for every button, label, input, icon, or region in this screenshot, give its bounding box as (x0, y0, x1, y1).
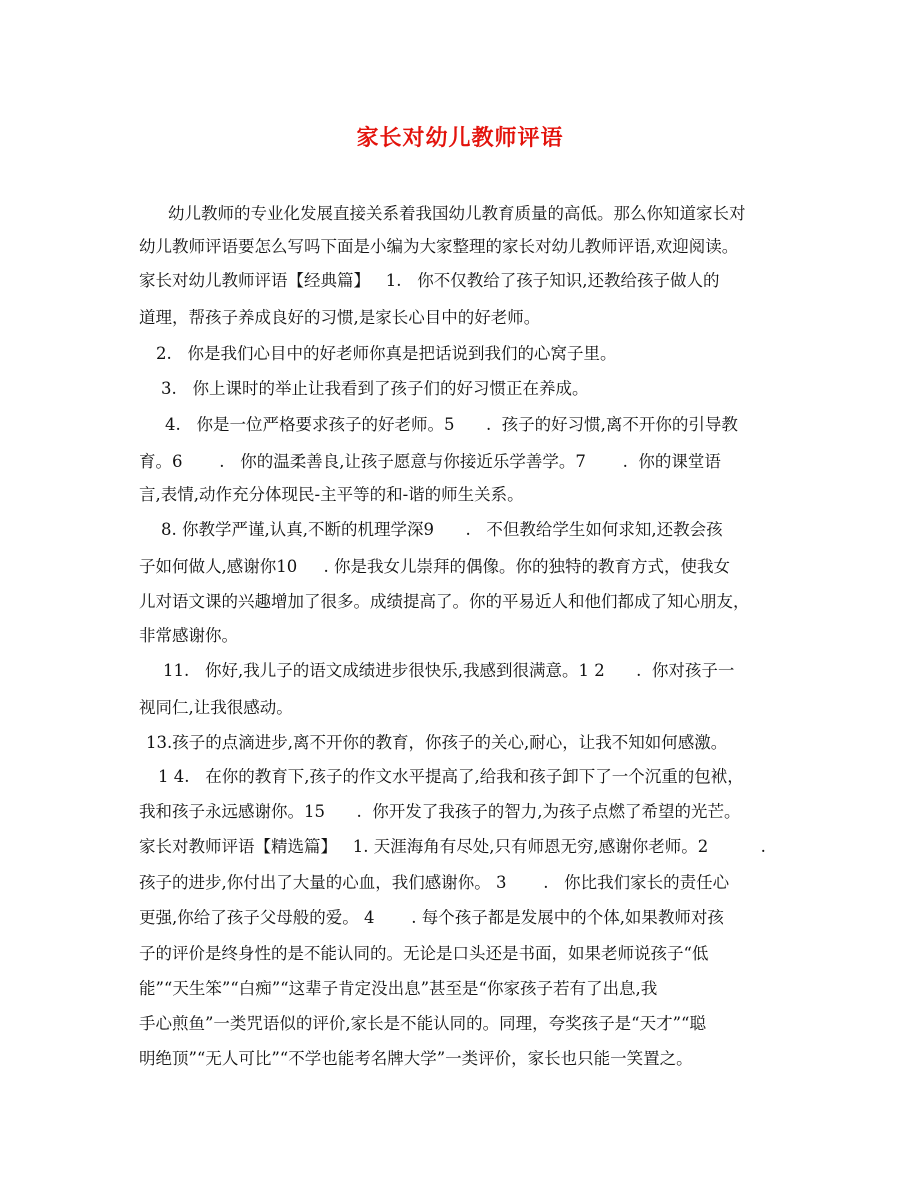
text-line: 4. 你是一位严格要求孩子的好老师。5 . 孩子的好习惯,离不开你的引导教 (165, 415, 738, 434)
text-line: 家长对幼儿教师评语【经典篇】 1. 你不仅教给了孩子知识,还教给孩子做人的 (139, 271, 720, 290)
text-line: 子的评价是终身性的是不能认同的。无论是口头还是书面，如果老师说孩子“低 (139, 944, 709, 963)
text-line: 我和孩子永远感谢你。15 . 你开发了我孩子的智力,为孩子点燃了希望的光芒。 (139, 802, 741, 821)
text-line: 手心煎鱼”一类咒语似的评价,家长是不能认同的。同理，夸奖孩子是“天才”“聪 (139, 1014, 706, 1033)
text-line: 13.孩子的点滴进步,离不开你的教育，你孩子的关心,耐心，让我不知如何感激。 (146, 733, 728, 752)
text-line: 8. 你教学严谨,认真,不断的机理学深9 . 不但教给学生如何求知,还教会孩 (161, 520, 723, 539)
text-line: 言,表情,动作充分体现民-主平等的和-谐的师生关系。 (139, 485, 524, 504)
text-line: 道理，帮孩子养成良好的习惯,是家长心目中的好老师。 (139, 308, 541, 327)
text-line: 更强,你给了孩子父母般的爱。 4 . 每个孩子都是发展中的个体,如果教师对孩 (139, 908, 724, 927)
text-line: 家长对教师评语【精选篇】 1. 天涯海角有尽处,只有师恩无穷,感谢你老师。2 . (139, 837, 766, 856)
text-line: 能”“天生笨”“白痴”“这辈子肯定没出息”甚至是“你家孩子若有了出息,我 (139, 979, 658, 998)
text-line: 2. 你是我们心目中的好老师你真是把话说到我们的心窝子里。 (156, 344, 617, 363)
text-line: 幼儿教师的专业化发展直接关系着我国幼儿教育质量的高低。那么你知道家长对 (168, 204, 746, 223)
document-title: 家长对幼儿教师评语 (356, 125, 564, 151)
text-line: 育。6 . 你的温柔善良,让孩子愿意与你接近乐学善学。7 . 你的课堂语 (139, 452, 721, 471)
text-line: 11. 你好,我儿子的语文成绩进步很快乐,我感到很满意。1 2 . 你对孩子一 (163, 661, 735, 680)
text-line: 幼儿教师评语要怎么写吗下面是小编为大家整理的家长对幼儿教师评语,欢迎阅读。 (139, 237, 739, 256)
text-line: 儿对语文课的兴趣增加了很多。成绩提高了。你的平易近人和他们都成了知心朋友， (139, 592, 750, 611)
text-line: 3. 你上课时的举止让我看到了孩子们的好习惯正在养成。 (161, 379, 589, 398)
text-line: 非常感谢你。 (139, 626, 238, 645)
text-line: 孩子的进步,你付出了大量的心血，我们感谢你。 3 . 你比我们家长的责任心 (139, 873, 730, 892)
text-line: 视同仁,让我很感动。 (139, 698, 293, 717)
text-line: 子如何做人,感谢你10 . 你是我女儿崇拜的偶像。你的独特的教育方式，使我女 (139, 557, 730, 576)
text-line: 1 4. 在你的教育下,孩子的作文水平提高了,给我和孩子卸下了一个沉重的包袱， (158, 767, 744, 786)
text-line: 明绝顶”“无人可比”“不学也能考名牌大学”一类评价，家长也只能一笑置之。 (139, 1049, 693, 1068)
